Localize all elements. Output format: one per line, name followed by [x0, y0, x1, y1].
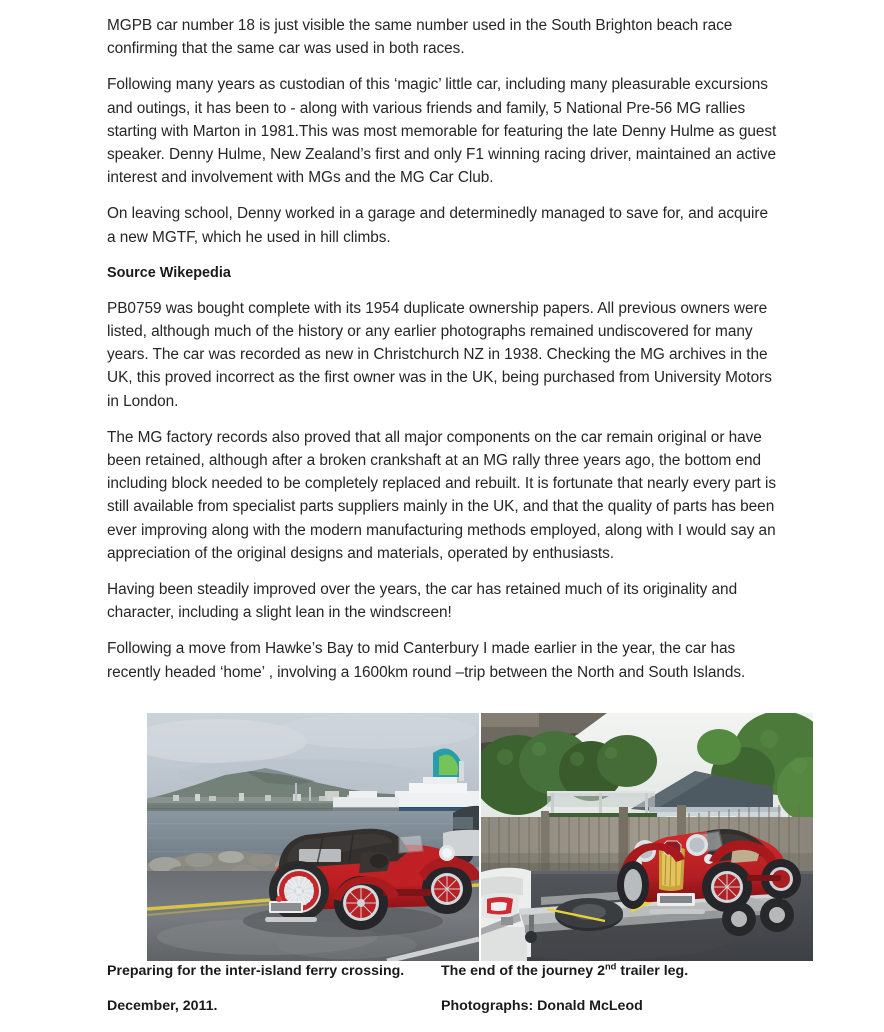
paragraph-6: Having been steadily improved over the years, the car has retained much of its originality and character, including a slight lean in the windscreen!: [107, 581, 738, 622]
mg-front-wheel-left: [617, 861, 649, 909]
paragraph-7: Following a move from Hawke’s Bay to mid Canterbury I made earlier in the year, the car has recently headed ‘home’ , involving a 1600km round –trip between the North and South Islands.: [107, 640, 746, 681]
source-attribution: Source Wikepedia: [107, 264, 231, 281]
caption-date: December, 2011.: [107, 998, 218, 1014]
caption-right-title-pre: The end of the journey 2: [441, 963, 605, 979]
paragraph-4: PB0759 was bought complete with its 1954 duplicate ownership papers. All previous owners were listed, although much of the history or any earlier photographs remained undiscovered for many years. The car was recorded as new in Christchurch NZ in 1938. Checking the MG archives in the UK, this proved incorrect as the first owner was in the UK, being purchased from University Motors in London.: [107, 299, 772, 410]
caption-right-ordinal-suffix: nd: [604, 961, 617, 972]
caption-row-meta: [107, 997, 777, 1032]
document-body: [107, 0, 777, 697]
photo-car-on-trailer-scene: [481, 713, 813, 961]
paragraph-1: MGPB car number 18 is just visible the same number used in the South Brighton beach race confirming that the same car was used in both races.: [107, 17, 733, 58]
caption-row-titles: [107, 962, 777, 997]
photo-car-on-trailer: [481, 713, 813, 961]
paragraph-2: Following many years as custodian of this ‘magic’ little car, including many pleasurable excursions and outings, it has been to - along with various friends and family, 5 National Pre-56 MG rallies starting with Marton in 1981.This was most memorable for featuring the late Denny Hulme as guest speaker. Denny Hulme, New Zealand’s first and only F1 winning racing driver, maintained an active interest and involvement with MGs and the MG Car Club.: [107, 76, 777, 187]
photo-ferry-wharf-scene: [147, 713, 479, 961]
mg-front-wheel-right: [702, 862, 752, 912]
caption-right-title: [441, 962, 688, 981]
caption-right-title-post: trailer leg.: [616, 963, 689, 979]
photo-ferry-wharf: [147, 713, 479, 961]
paragraph-5: The MG factory records also proved that all major components on the car remain original or have been retained, although after a broken crankshaft at an MG rally three years ago, the bottom end including block needed to be completely replaced and rebuilt. It is fortunate that nearly every part is still available from specialist parts suppliers mainly in the UK, and that the quality of parts has been ever improving along with the modern manufacturing methods employed, along with I would say an appreciation of the original designs and materials, operated by enthusiasts.: [107, 428, 777, 562]
photo-row: [107, 697, 774, 945]
paragraph-3: On leaving school, Denny worked in a garage and determinedly managed to save for, and acquire a new MGTF, which he used in hill climbs.: [107, 205, 768, 246]
caption-left-title: Preparing for the inter-island ferry crossing.: [107, 963, 405, 979]
photo-credit: Photographs: Donald McLeod: [441, 998, 643, 1014]
